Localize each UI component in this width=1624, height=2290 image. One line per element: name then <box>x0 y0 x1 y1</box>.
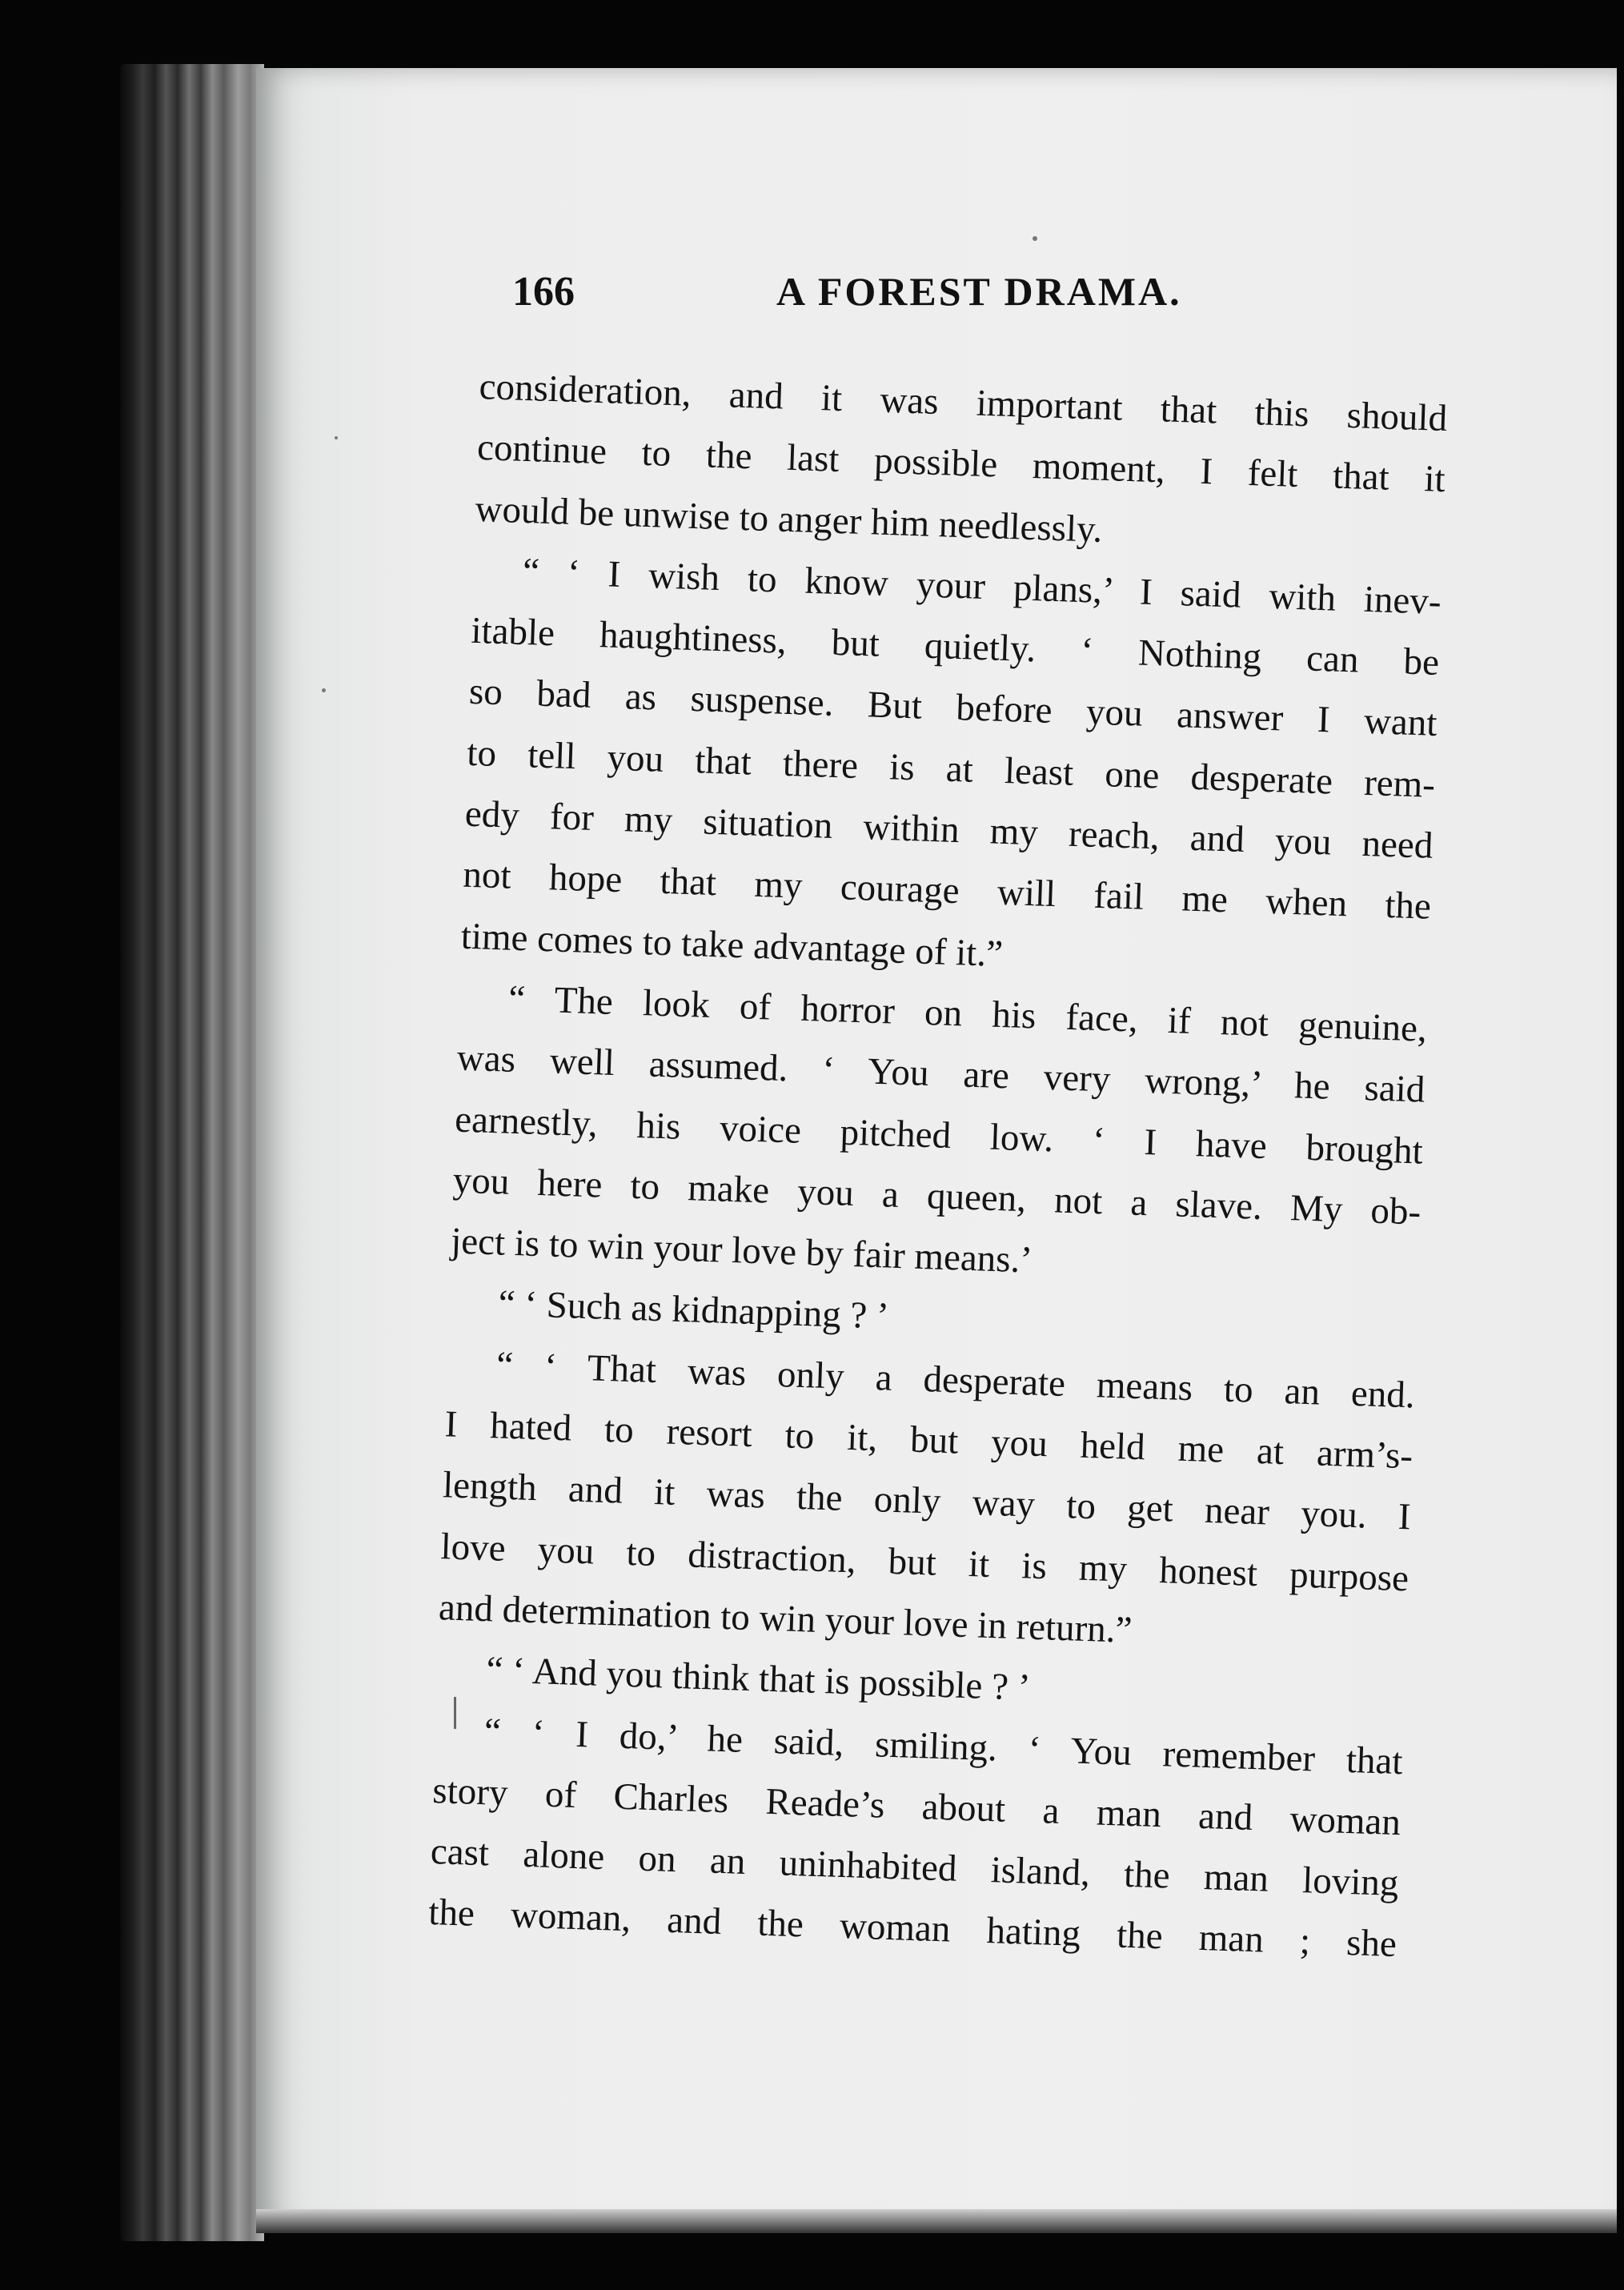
text-line: “ ‘ I wish to know your plans,’ I said with inev- <box>522 550 1442 623</box>
text-line: would be unwise to anger him needlessly. <box>474 487 1104 551</box>
scan-speck <box>1033 236 1037 241</box>
text-line: story of Charles Reade’s about a man and woman <box>431 1769 1401 1843</box>
text-line: love you to distraction, but it is my honest purpose <box>439 1525 1409 1599</box>
text-line: continue to the last possible moment, I felt that it <box>476 427 1446 501</box>
text-line: not hope that my courage will fail me when the <box>462 854 1432 928</box>
text-line: consideration, and it was important that this should <box>478 365 1448 440</box>
page-number: 166 <box>512 269 575 315</box>
text-line: “ The look of horror on his face, if not genuine, <box>507 977 1428 1050</box>
running-title: A FOREST DRAMA. <box>776 269 1182 314</box>
text-line: so bad as suspense. But before you answer I want <box>468 671 1438 745</box>
text-line: “ ‘ Such as kidnapping ? ’ <box>497 1282 890 1338</box>
text-line: ject is to win your love by fair means.’ <box>450 1220 1033 1281</box>
text-line: to tell you that there is at least one desperate rem- <box>466 732 1436 806</box>
text-line: length and it was the only way to get near you. I <box>442 1464 1412 1538</box>
page-header <box>512 268 1233 332</box>
text-line: earnestly, his voice pitched low. ‘ I have brought <box>454 1098 1424 1173</box>
margin-pencil-mark <box>454 1697 456 1729</box>
text-line: you here to make you a queen, not a slave. My ob- <box>451 1159 1422 1233</box>
text-line: I hated to resort to it, but you held me at arm’s- <box>443 1403 1413 1478</box>
text-line: and determination to win your love in return.” <box>438 1586 1133 1651</box>
text-line: cast alone on an uninhabited island, the man loving <box>430 1831 1400 1905</box>
text-line: itable haughtiness, but quietly. ‘ Nothing can be <box>470 610 1440 684</box>
text-line: edy for my situation within my reach, and you need <box>464 792 1434 867</box>
body-text <box>427 356 1448 1975</box>
text-line: the woman, and the woman hating the man ; she <box>427 1891 1397 1966</box>
page-bottom-edge <box>256 2209 1617 2233</box>
text-line: “ ‘ And you think that is possible ? ’ <box>485 1649 1032 1709</box>
book-page-edges <box>120 64 264 2241</box>
text-line: “ ‘ That was only a desperate means to an end. <box>495 1344 1416 1417</box>
text-line: was well assumed. ‘ You are very wrong,’ he said <box>456 1037 1426 1111</box>
scan-speck <box>335 436 338 439</box>
text-line: “ ‘ I do,’ he said, smiling. ‘ You remember that <box>483 1710 1404 1783</box>
text-line: time comes to take advantage of it.” <box>460 915 1004 975</box>
scan-speck <box>322 688 326 692</box>
